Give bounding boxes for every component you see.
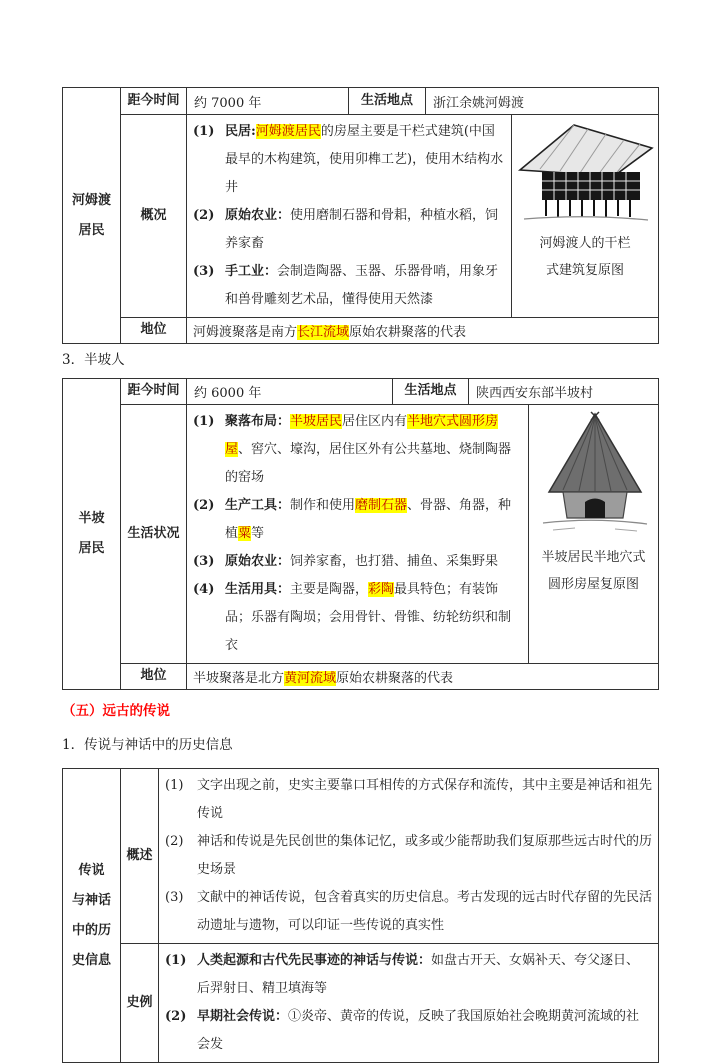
heading-legends: 1．传说与神话中的历史信息 — [62, 737, 233, 753]
hemudu-time-value: 约 7000 年 — [187, 88, 349, 115]
banpo-time-label: 距今时间 — [121, 379, 187, 405]
hemudu-time-label: 距今时间 — [121, 88, 187, 115]
banpo-status-label: 地位 — [121, 664, 187, 690]
list-item: (1) 聚落布局：半坡居民居住区内有半地穴式圆形房屋、窖穴、壕沟，居住区外有公共墓地、烧制陶器的窑场 — [193, 414, 512, 485]
hemudu-status-label: 地位 — [121, 318, 187, 344]
page-content — [62, 87, 659, 1063]
hemudu-place-label: 生活地点 — [349, 88, 426, 115]
banpo-life-label: 生活状况 — [121, 405, 187, 664]
banpo-image-cell — [529, 405, 659, 664]
banpo-status-text: 半坡聚落是北方黄河流域原始农耕聚落的代表 — [187, 664, 659, 690]
hemudu-image-cell — [512, 115, 659, 318]
list-item: (2) 生产工具：制作和使用磨制石器、骨器、角器，种植粟等 — [193, 498, 512, 541]
hemudu-overview-text — [187, 115, 512, 318]
banpo-place-value: 陕西西安东部半坡村 — [469, 379, 659, 405]
hemudu-place-value: 浙江余姚河姆渡 — [426, 88, 659, 115]
list-item: (3) 文献中的神话传说，包含着真实的历史信息。考古发现的远古时代存留的先民活动遗址与遗物，可以印证一些传说的真实性 — [165, 890, 653, 933]
list-item: (1) 民居:河姆渡居民的房屋主要是干栏式建筑(中国最早的木构建筑，使用卯榫工艺)，使用木结构水井 — [193, 124, 504, 195]
list-item: (1) 文字出现之前，史实主要靠口耳相传的方式保存和流传，其中主要是神话和祖先传说 — [165, 778, 653, 821]
hemudu-table — [62, 87, 659, 344]
legends-examples-text — [159, 944, 659, 1063]
banpo-image-caption: 半坡居民半地穴式 圆形房屋复原图 — [541, 550, 646, 592]
banpo-row-header: 半坡 居民 — [63, 379, 121, 690]
list-item: (2) 神话和传说是先民创世的集体记忆，或多或少能帮助我们复原那些远古时代的历史场景 — [165, 834, 653, 877]
banpo-table — [62, 378, 659, 690]
legends-overview-text — [159, 769, 659, 944]
heading-section5: （五）远古的传说 — [62, 703, 170, 719]
list-item: (2) 早期社会传说：①炎帝、黄帝的传说，反映了我国原始社会晚期黄河流域的社会发 — [165, 1009, 640, 1052]
hemudu-image-caption: 河姆渡人的干栏 式建筑复原图 — [539, 236, 631, 278]
banpo-time-value: 约 6000 年 — [187, 379, 393, 405]
legends-row-header: 传说 与神话 中的历 史信息 — [63, 769, 121, 1063]
banpo-life-text — [187, 405, 529, 664]
heading-banpo: 3．半坡人 — [62, 352, 125, 368]
hemudu-status-text: 河姆渡聚落是南方长江流域原始农耕聚落的代表 — [187, 318, 659, 344]
hemudu-row-header: 河姆渡 居民 — [63, 88, 121, 344]
list-item: (3) 手工业：会制造陶器、玉器、乐器骨哨，用象牙和兽骨雕刻艺术品，懂得使用天然漆 — [193, 264, 499, 307]
hemudu-stilt-house-image — [512, 120, 658, 224]
banpo-round-house-image — [529, 410, 658, 538]
legends-examples-label: 史例 — [121, 944, 159, 1063]
banpo-place-label: 生活地点 — [393, 379, 469, 405]
list-item: (3) 原始农业：饲养家畜，也打猎、捕鱼、采集野果 — [193, 554, 499, 569]
list-item: (2) 原始农业：使用磨制石器和骨耜，种植水稻，饲养家畜 — [193, 208, 499, 251]
legends-overview-label: 概述 — [121, 769, 159, 944]
hemudu-overview-label: 概况 — [121, 115, 187, 318]
list-item: (1) 人类起源和古代先民事迹的神话与传说：如盘古开天、女娲补天、夸父逐日、后羿射日、精卫填海等 — [165, 953, 640, 996]
list-item: (4) 生活用具：主要是陶器，彩陶最具特色；有装饰品；乐器有陶埙；会用骨针、骨锥、纺轮纺织和制衣 — [193, 582, 512, 653]
